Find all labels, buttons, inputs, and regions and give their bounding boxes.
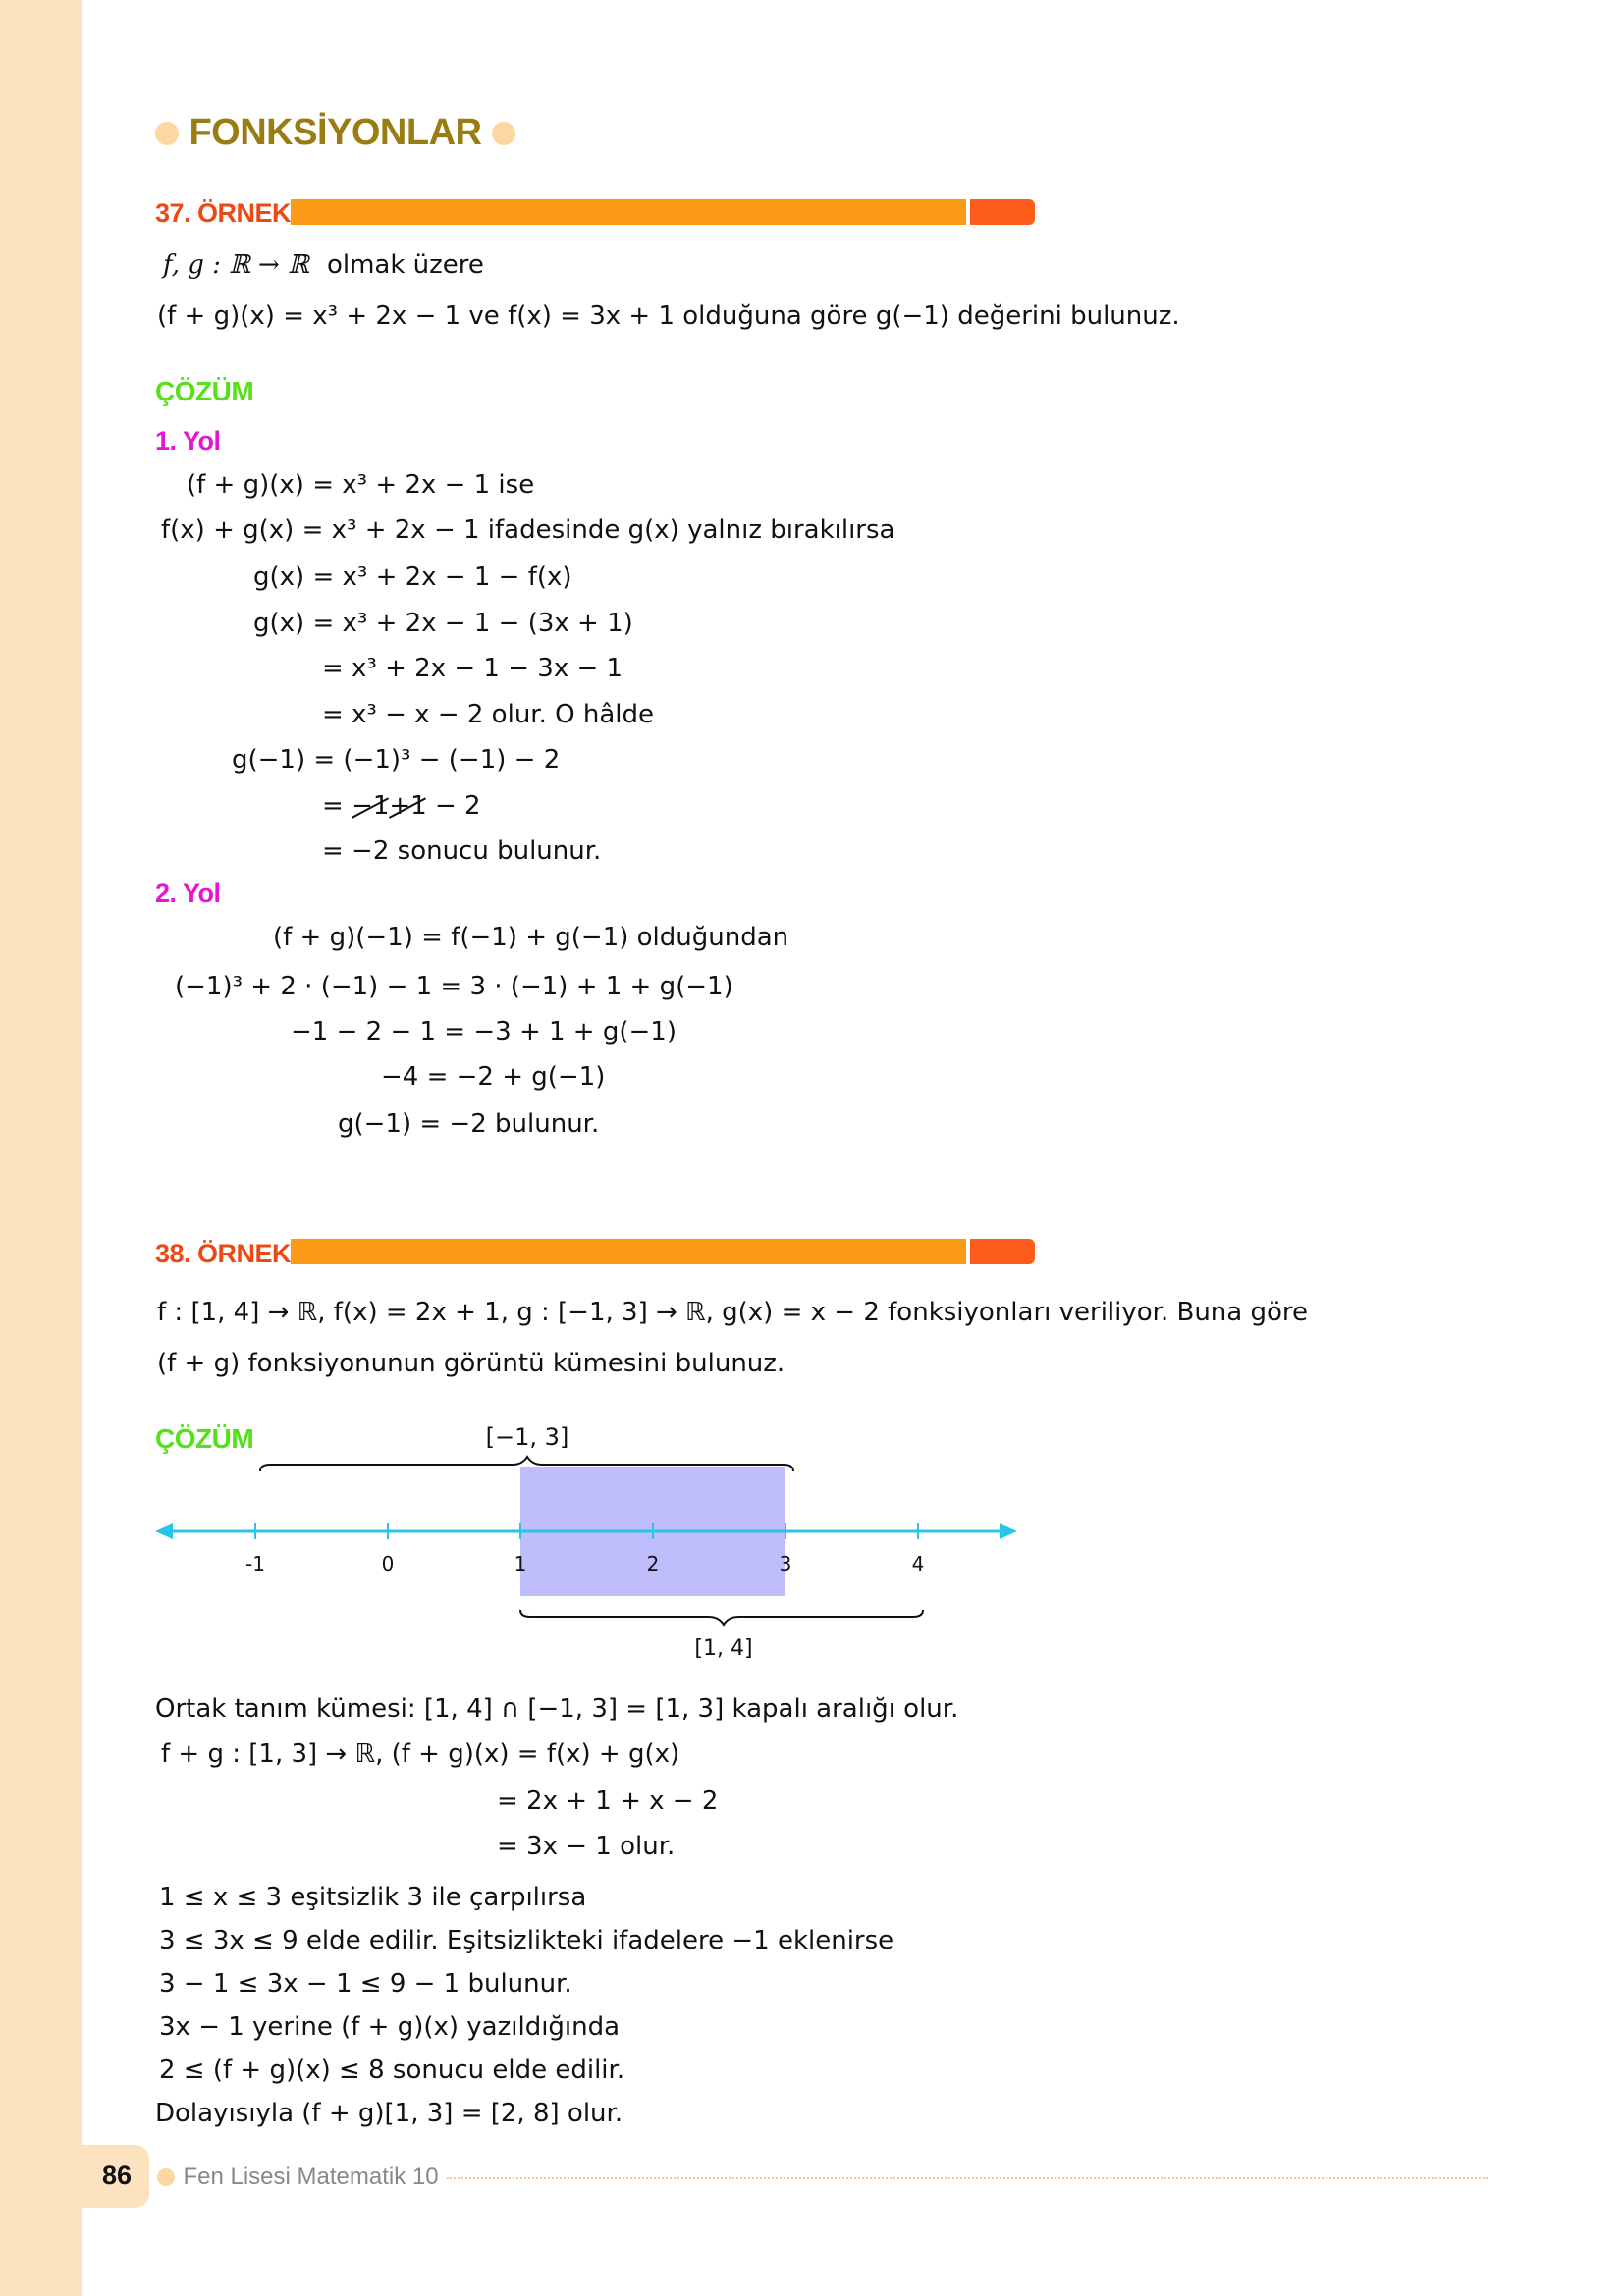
example-38-bar [291, 1239, 966, 1264]
cancelled-term-1: −1 [352, 791, 390, 821]
tick-label: 1 [514, 1552, 527, 1575]
ex37-solution-label: ÇÖZÜM [155, 376, 254, 406]
tick-label: -1 [245, 1552, 265, 1575]
example-37-bar [291, 199, 966, 225]
ex37-m1-line4: g(x) = x³ + 2x − 1 − (3x + 1) [253, 609, 633, 638]
example-38-bar-end [970, 1239, 1035, 1264]
header-dot-left-icon [155, 122, 179, 145]
eq-sign: = [322, 791, 344, 821]
ex37-question-line1 [163, 250, 484, 280]
ex37-m1-line8 [322, 791, 481, 821]
ex38-solution-line4: = 3x − 1 olur. [497, 1832, 676, 1861]
chapter-title: FONKSİYONLAR [189, 112, 482, 153]
ex37-m2-line4: −4 = −2 + g(−1) [381, 1062, 606, 1092]
ex37-m1-line7: g(−1) = (−1)³ − (−1) − 2 [232, 745, 561, 774]
cancelled-term-2: +1 [389, 791, 427, 821]
ex37-method2-label: 2. Yol [155, 879, 221, 908]
ex38-solution-line8: 3x − 1 yerine (f + g)(x) yazıldığında [159, 2012, 621, 2042]
tick-label: 4 [911, 1552, 925, 1575]
ex38-question-line1: f : [1, 4] → ℝ, f(x) = 2x + 1, g : [−1, 3] → ℝ, g(x) = x − 2 fonksiyonları veriliyor. Buna göre [157, 1298, 1309, 1327]
ex38-solution-line5: 1 ≤ x ≤ 3 eşitsizlik 3 ile çarpılırsa [159, 1883, 587, 1912]
ex37-m2-line1: (f + g)(−1) = f(−1) + g(−1) olduğundan [273, 923, 789, 952]
number-line-diagram [147, 1414, 1031, 1679]
bottom-bracket-label: [1, 4] [694, 1636, 753, 1661]
ex38-solution-line7: 3 − 1 ≤ 3x − 1 ≤ 9 − 1 bulunur. [159, 1969, 572, 1999]
tick-label: 0 [381, 1552, 395, 1575]
remaining-term: − 2 [434, 791, 481, 821]
ex37-method1-label: 1. Yol [155, 426, 221, 455]
book-title: Fen Lisesi Matematik 10 [183, 2163, 439, 2190]
footer [157, 2163, 439, 2191]
chapter-header [155, 112, 515, 154]
ex37-function-def: f, g : ℝ → ℝ [163, 250, 309, 280]
ex37-m2-line3: −1 − 2 − 1 = −3 + 1 + g(−1) [291, 1017, 677, 1046]
tick-label: 2 [646, 1552, 660, 1575]
axis-left-arrow-icon [155, 1523, 173, 1539]
ex37-m1-line2: f(x) + g(x) = x³ + 2x − 1 ifadesinde g(x) yalnız bırakılırsa [161, 515, 895, 545]
ex38-solution-line2: f + g : [1, 3] → ℝ, (f + g)(x) = f(x) + g(x) [161, 1739, 680, 1769]
footer-dot-icon [157, 2168, 175, 2186]
ex37-q1-text: olmak üzere [326, 250, 484, 280]
ex37-m1-line5: = x³ + 2x − 1 − 3x − 1 [322, 654, 623, 683]
bottom-bracket-icon [520, 1610, 923, 1625]
ex38-question-line2: (f + g) fonksiyonunun görüntü kümesini bulunuz. [157, 1349, 785, 1378]
ex38-solution-line6: 3 ≤ 3x ≤ 9 elde edilir. Eşitsizlikteki ifadelere −1 eklenirse [159, 1926, 894, 1955]
page-number: 86 [102, 2161, 133, 2190]
ex37-m1-line1: (f + g)(x) = x³ + 2x − 1 ise [187, 470, 535, 500]
axis-right-arrow-icon [1000, 1523, 1017, 1539]
ex37-question-line2: (f + g)(x) = x³ + 2x − 1 ve f(x) = 3x + 1 olduğuna göre g(−1) değerini bulunuz. [157, 301, 1180, 331]
ex38-solution-line1: Ortak tanım kümesi: [1, 4] ∩ [−1, 3] = [1, 3] kapalı aralığı olur. [155, 1694, 959, 1724]
ex38-solution-line9: 2 ≤ (f + g)(x) ≤ 8 sonucu elde edilir. [159, 2056, 625, 2085]
top-bracket-label: [−1, 3] [485, 1423, 569, 1451]
tick-label: 3 [779, 1552, 792, 1575]
ex37-m1-line9: = −2 sonucu bulunur. [322, 836, 602, 866]
ex38-solution-label: ÇÖZÜM [155, 1423, 254, 1454]
example-37-bar-end [970, 199, 1035, 225]
footer-dotted-line [447, 2177, 1488, 2179]
ex37-m1-line3: g(x) = x³ + 2x − 1 − f(x) [253, 562, 572, 592]
left-margin-band [0, 0, 82, 2296]
ex38-solution-line3: = 2x + 1 + x − 2 [497, 1787, 719, 1816]
example-37-label: 37. ÖRNEK [155, 198, 292, 228]
ex38-solution-line10: Dolayısıyla (f + g)[1, 3] = [2, 8] olur. [155, 2099, 623, 2128]
example-38-label: 38. ÖRNEK [155, 1239, 292, 1268]
ex37-m2-line5: g(−1) = −2 bulunur. [338, 1109, 600, 1139]
ex37-m1-line6: = x³ − x − 2 olur. O hâlde [322, 700, 654, 729]
header-dot-right-icon [492, 122, 515, 145]
ex37-m2-line2: (−1)³ + 2 · (−1) − 1 = 3 · (−1) + 1 + g(−1) [175, 972, 733, 1001]
